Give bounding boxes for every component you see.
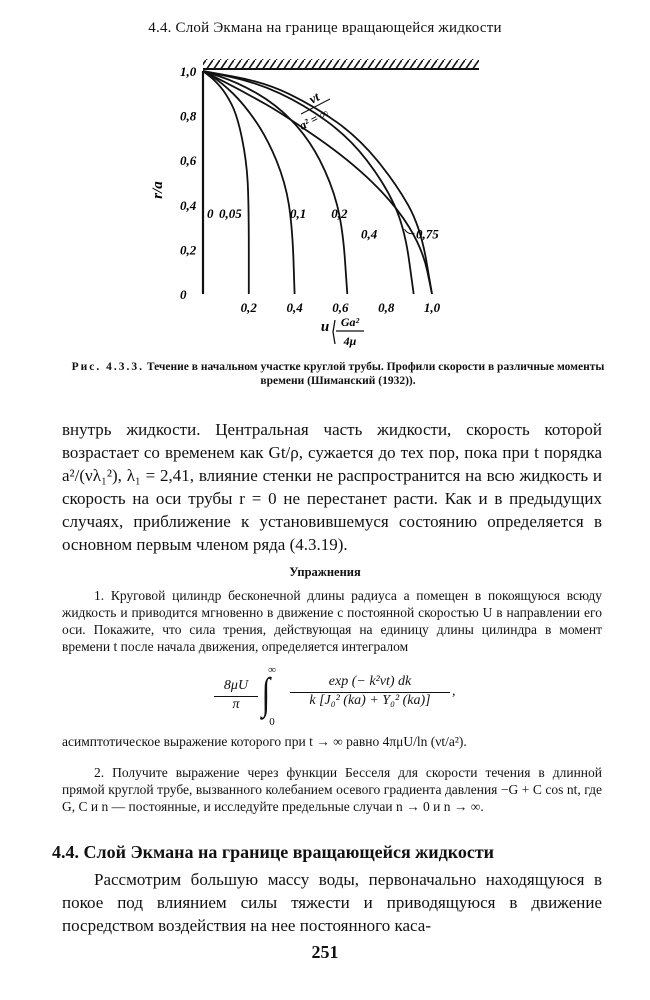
x-tick-label: 0,6 — [332, 300, 349, 315]
section-intro: Рассмотрим большую массу воды, первоначально находящуюся в покое под влиянием силы тяжести и приводящуюся в движение посредством воздействия на нее постоянного каса- — [62, 870, 602, 935]
caption-text: Течение в начальном участке круглой трубы. Профили скорости в различные моменты времени (Шиманский (1932)). — [144, 361, 605, 387]
series-label: 0,05 — [219, 206, 242, 222]
formula-int-upper: ∞ — [268, 664, 276, 676]
t-label-bottom: a² = ∞ — [296, 105, 331, 133]
x-tick-label: 0,8 — [378, 300, 395, 315]
integral-sign: ∫ — [261, 669, 271, 718]
formula-denominator: k [J₀² (ka) + Y₀² (ka)] — [309, 693, 431, 708]
y-tick-label: 0,6 — [180, 153, 197, 169]
formula-int-lower: 0 — [269, 716, 275, 728]
formula-coef-den: π — [232, 697, 240, 712]
formula-tail: , — [452, 684, 456, 699]
formula-coef-num: 8μU — [223, 678, 249, 693]
series-label: 0,75 — [416, 226, 439, 242]
y-tick-label: 1,0 — [180, 64, 197, 79]
body-paragraph: внутрь жидкости. Центральная часть жидкости, скорость которой возрастает со временем как Gt/ρ, сужается до тех пор, пока при t порядка a²/(νλ₁²), λ₁ = 2,41, влияние стенки не распространится на всю жидкость и скорость на оси трубы r = 0 не перестанет расти. Как и в предыдущих случаях, приближение к установившемуся состоянию определяется в основном первым членом ряда (4.3.19). — [62, 420, 602, 554]
running-head: 4.4. Слой Экмана на границе вращающейся жидкости — [148, 20, 502, 36]
series-label: 0,1 — [290, 206, 307, 222]
caption-lead: Рис. 4.3.3. — [71, 361, 144, 373]
y-tick-label: 0 — [180, 287, 187, 302]
y-tick-label: 0,2 — [180, 242, 197, 258]
x-axis-label-slash — [333, 320, 335, 344]
series-label: 0,2 — [331, 206, 348, 222]
y-tick-label: 0,8 — [180, 108, 197, 124]
exercises-title: Упражнения — [289, 565, 361, 579]
x-tick-label: 0,2 — [240, 300, 257, 315]
velocity-profile-chart — [150, 50, 510, 350]
t-label-top: νt — [306, 88, 322, 107]
exercise-2: 2. Получите выражение через функции Бесселя для скорости течения в длинной прямой круглой трубе, вызванного колебанием осевого градиента давления −G + C cos nt, где G, C и n — постоянные, и исследуйте предельные случаи n → 0 и n → ∞. — [62, 765, 602, 814]
x-axis-label-den: 4μ — [343, 334, 357, 348]
page-number: 251 — [311, 942, 339, 962]
x-tick-label: 0,4 — [286, 300, 303, 315]
exercise-1-conclusion: асимптотическое выражение которого при t → ∞ равно 4πμU/ln (νt/a²). — [62, 734, 467, 749]
wall-hatching — [203, 59, 479, 69]
x-axis-label-u: u — [320, 319, 330, 335]
y-axis-label: r/a — [150, 181, 166, 199]
figure-caption — [62, 360, 614, 388]
x-axis-label-num: Ga² — [340, 315, 360, 329]
exercise-1: 1. Круговой цилиндр бесконечной длины радиуса a помещен в покоящуюся всюду жидкость и приводится мгновенно в движение с постоянной скоростью U в направлении его оси. Покажите, что сила трения, действующая на единицу длины цилиндра в момент времени t после начала движения, определяется интегралом — [62, 588, 602, 654]
series-line — [203, 71, 347, 294]
section-heading: 4.4. Слой Экмана на границе вращающейся жидкости — [52, 842, 495, 862]
series-label: 0,4 — [361, 226, 378, 242]
formula-numerator: exp (− k²νt) dk — [328, 674, 412, 689]
y-tick-label: 0,4 — [180, 197, 197, 213]
series-label: 0 — [207, 206, 214, 222]
x-tick-label: 1,0 — [423, 300, 441, 315]
